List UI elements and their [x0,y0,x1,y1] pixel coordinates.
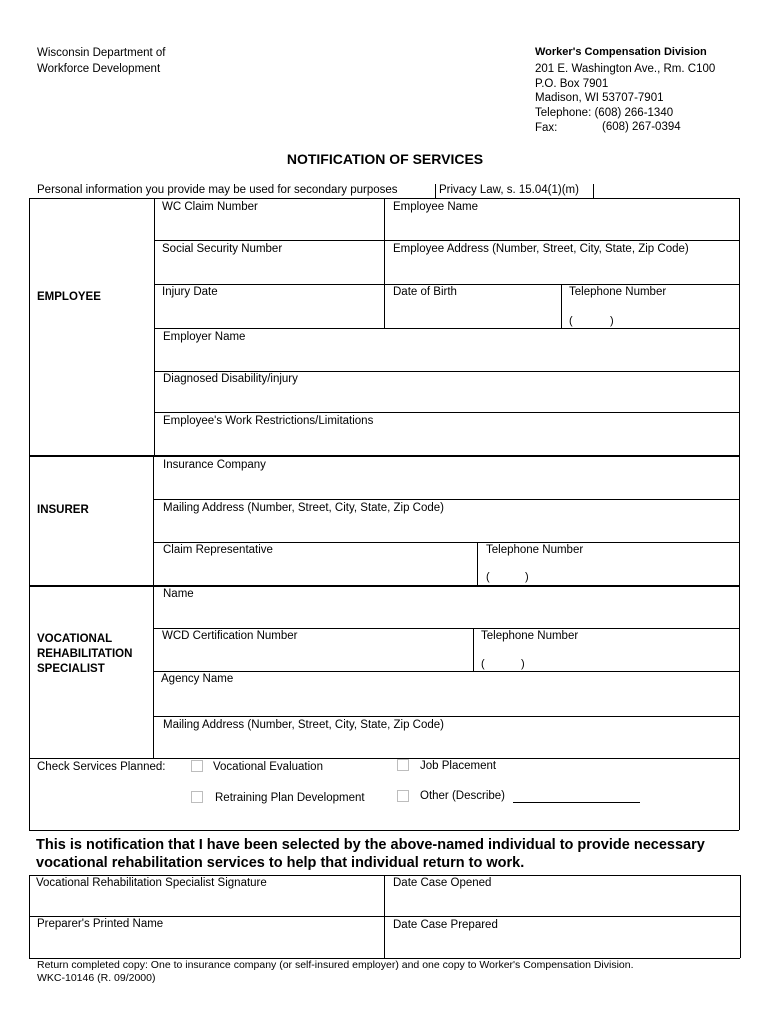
division-fax-number: (608) 267-0394 [602,121,681,133]
job-placement-checkbox[interactable] [397,759,409,771]
insurer-area-code-close: ) [525,571,529,583]
agency-name-field[interactable] [154,672,739,716]
other-service-label: Other (Describe) [420,790,505,802]
agency-name-line1: Wisconsin Department of [37,47,166,59]
date-case-prepared-label: Date Case Prepared [393,919,498,931]
date-case-opened-field[interactable] [385,876,740,916]
wc-claim-number-field[interactable] [155,199,384,240]
agency-name-label: Agency Name [161,673,234,685]
division-address1: 201 E. Washington Ave., Rm. C100 [535,63,716,75]
ssn-field[interactable] [155,241,384,284]
vocational-section-label-line2: REHABILITATION [37,648,133,660]
employee-telephone-label: Telephone Number [569,286,667,298]
employee-address-field[interactable] [385,241,739,284]
services-label: Check Services Planned: [37,761,166,773]
work-restrictions-field[interactable] [155,413,739,455]
injury-date-field[interactable] [155,285,384,328]
vocational-evaluation-checkbox[interactable] [191,760,203,772]
form-title: NOTIFICATION OF SERVICES [286,151,484,167]
employer-name-field[interactable] [155,329,739,371]
agency-name-line2: Workforce Development [37,63,161,75]
claim-representative-field[interactable] [154,543,477,585]
specialist-area-code-open: ( [481,658,485,670]
employee-section-label: EMPLOYEE [37,291,101,303]
employee-area-code-open: ( [569,315,573,327]
insurance-company-field[interactable] [154,458,739,499]
notice-line2: vocational rehabilitation services to help that individual return to work. [36,855,525,871]
specialist-name-field[interactable] [154,587,739,628]
specialist-name-label: Name [163,588,194,600]
insurer-area-code-open: ( [486,571,490,583]
employee-area-code-close: ) [610,315,614,327]
specialist-signature-field[interactable] [30,876,384,916]
wcd-cert-number-field[interactable] [154,629,473,671]
other-describe-line[interactable] [513,802,640,803]
division-telephone: Telephone: (608) 266-1340 [535,107,674,119]
privacy-notice: Personal information you provide may be used for secondary purposes [37,184,398,196]
form-number: WKC-10146 (R. 09/2000) [37,972,156,984]
specialist-telephone-label: Telephone Number [481,630,579,642]
employee-address-label: Employee Address (Number, Street, City, State, Zip Code) [393,243,689,255]
work-restrictions-label: Employee's Work Restrictions/Limitations [163,415,374,427]
vocational-section-label-line3: SPECIALIST [37,663,105,675]
specialist-mailing-address-label: Mailing Address (Number, Street, City, State, Zip Code) [163,719,445,731]
claim-representative-label: Claim Representative [163,544,273,556]
other-service-checkbox[interactable] [397,790,409,802]
division-address3: Madison, WI 53707-7901 [535,92,664,104]
vocational-evaluation-label: Vocational Evaluation [213,761,323,773]
wcd-cert-number-label: WCD Certification Number [162,630,298,642]
job-placement-label: Job Placement [420,760,497,772]
employee-name-field[interactable] [385,199,739,240]
specialist-signature-label: Vocational Rehabilitation Specialist Signature [36,877,267,889]
division-address2: P.O. Box 7901 [535,78,609,90]
privacy-divider-left [435,184,436,198]
diagnosed-disability-field[interactable] [155,372,739,412]
return-instructions: Return completed copy: One to insurance company (or self-insured employer) and one copy to Worker's Compensation Division. [37,959,634,971]
vocational-section-label-line1: VOCATIONAL [37,633,113,645]
date-of-birth-field[interactable] [385,285,561,328]
date-of-birth-label: Date of Birth [393,286,457,298]
insurer-section-label: INSURER [37,504,89,516]
division-name: Worker's Compensation Division [535,46,707,58]
specialist-telephone-field[interactable] [474,629,739,671]
retraining-plan-label: Retraining Plan Development [215,792,365,804]
preparer-name-label: Preparer's Printed Name [37,918,164,930]
retraining-plan-checkbox[interactable] [191,791,203,803]
insurance-company-label: Insurance Company [163,459,266,471]
insurer-telephone-label: Telephone Number [486,544,584,556]
employee-name-label: Employee Name [393,201,479,213]
insurer-telephone-field[interactable] [478,543,739,585]
date-case-prepared-field[interactable] [385,917,740,958]
wc-claim-number-label: WC Claim Number [162,201,258,213]
date-case-opened-label: Date Case Opened [393,877,492,889]
diagnosed-disability-label: Diagnosed Disability/injury [163,373,298,385]
preparer-name-field[interactable] [30,917,384,958]
employee-telephone-field[interactable] [562,285,739,328]
injury-date-label: Injury Date [162,286,218,298]
notice-line1: This is notification that I have been selected by the above-named individual to provide necessary [36,837,705,853]
specialist-area-code-close: ) [521,658,525,670]
privacy-divider-right [593,184,594,198]
ssn-label: Social Security Number [162,243,283,255]
division-fax-label: Fax: [535,122,558,134]
employer-name-label: Employer Name [163,331,246,343]
specialist-mailing-address-field[interactable] [154,717,739,758]
insurer-mailing-address-label: Mailing Address (Number, Street, City, State, Zip Code) [163,502,445,514]
privacy-law: Privacy Law, s. 15.04(1)(m) [439,184,579,196]
insurer-mailing-address-field[interactable] [154,500,739,542]
